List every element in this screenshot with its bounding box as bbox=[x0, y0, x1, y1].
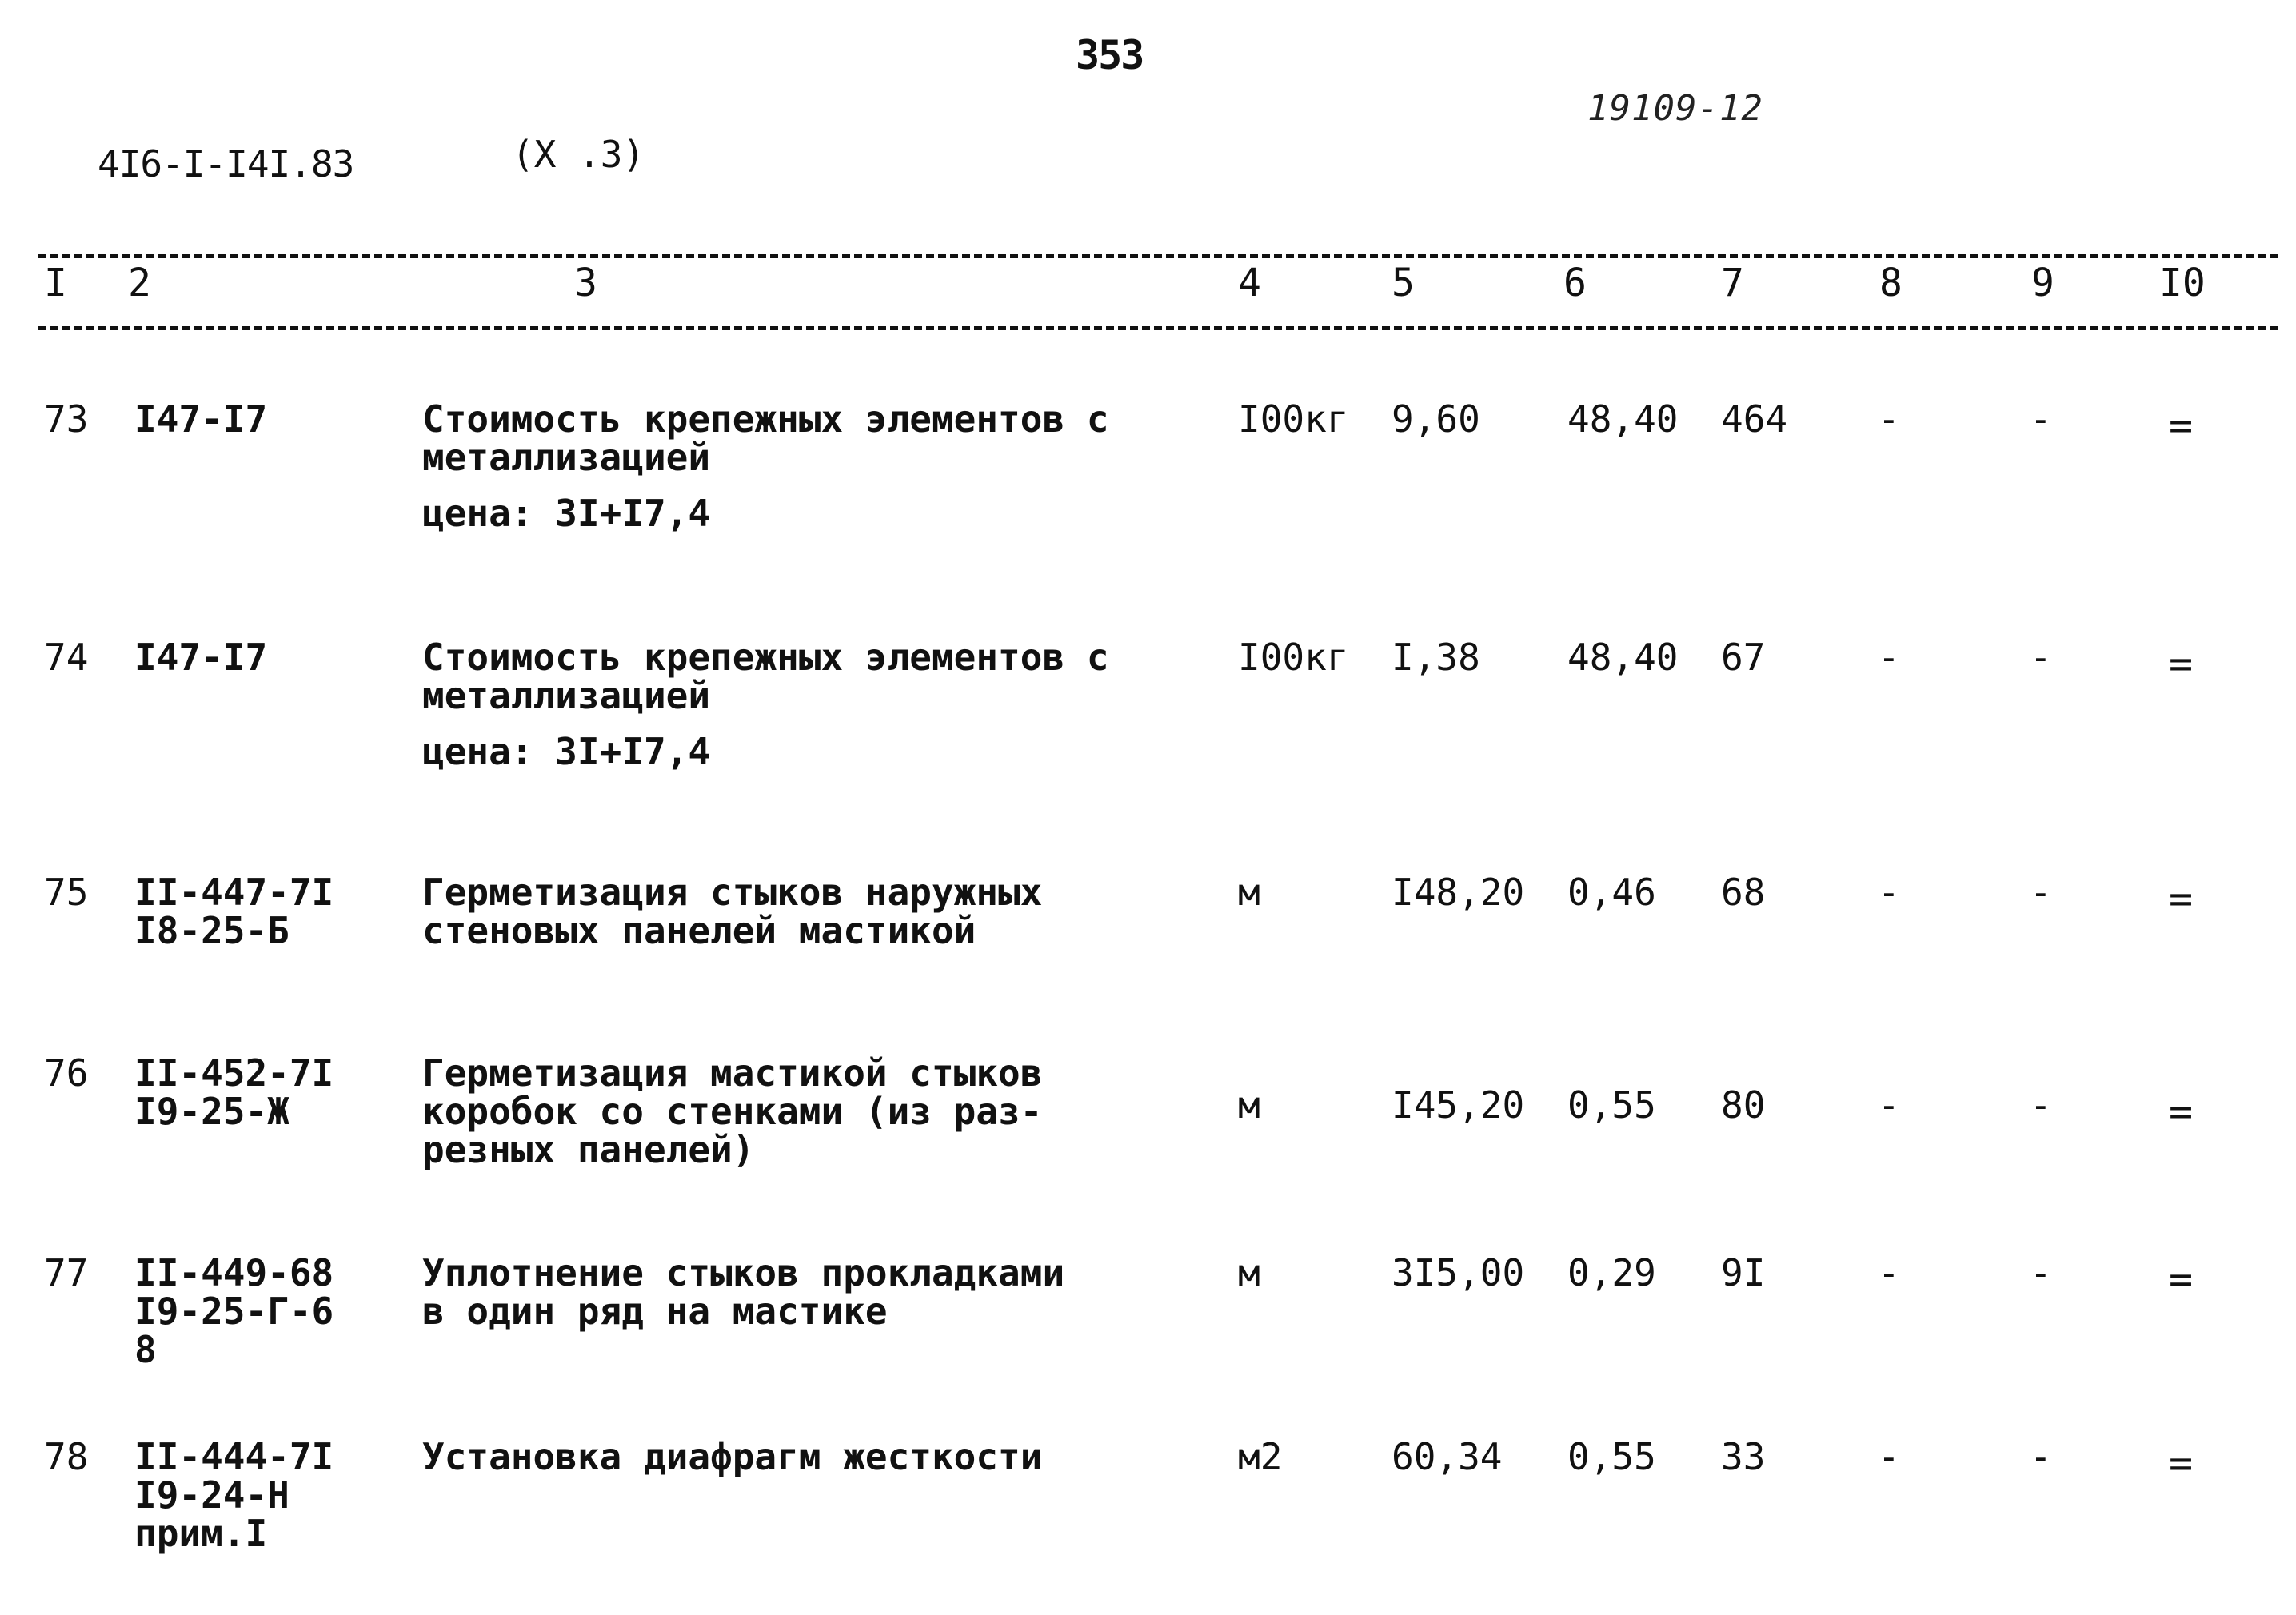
description-line: Герметизация стыков наружных bbox=[422, 871, 1043, 914]
unit-price: 48,40 bbox=[1567, 397, 1679, 441]
empty-value-col9: - bbox=[2030, 636, 2052, 679]
norm-code-line: II-452-7I bbox=[134, 1051, 334, 1095]
description-line: Уплотнение стыков прокладками bbox=[422, 1251, 1065, 1294]
quantity: I45,20 bbox=[1392, 1083, 1525, 1127]
empty-value-col8: - bbox=[1878, 1435, 1900, 1478]
norm-code-line: I8-25-Б bbox=[134, 909, 289, 952]
norm-code-line: I9-24-Н bbox=[134, 1473, 289, 1517]
norm-code-line: 8 bbox=[134, 1328, 157, 1371]
norm-code bbox=[134, 1051, 334, 1133]
work-description bbox=[422, 638, 1109, 771]
empty-value-col9: - bbox=[2030, 1435, 2052, 1478]
column-10-mark: = bbox=[2169, 1440, 2194, 1486]
document-code: 4I6-I-I4I.83 bbox=[98, 142, 354, 185]
row-number: 77 bbox=[44, 1251, 89, 1294]
row-number: 76 bbox=[44, 1051, 89, 1095]
norm-code bbox=[134, 1251, 334, 1371]
description-line: резных панелей) bbox=[422, 1128, 755, 1171]
norm-code bbox=[134, 397, 268, 441]
unit: м bbox=[1238, 871, 1260, 914]
norm-code-line: II-449-68 bbox=[134, 1251, 334, 1294]
total-cost: 68 bbox=[1721, 871, 1766, 914]
description-line: Стоимость крепежных элементов с bbox=[422, 636, 1109, 679]
column-header: 6 bbox=[1563, 261, 1587, 305]
quantity: I,38 bbox=[1392, 636, 1480, 679]
work-description bbox=[422, 1051, 1043, 1171]
header-rule-top bbox=[38, 254, 2278, 258]
row-number: 74 bbox=[44, 636, 89, 679]
unit-price: 0,46 bbox=[1567, 871, 1656, 914]
total-cost: 67 bbox=[1721, 636, 1766, 679]
row-number: 78 bbox=[44, 1435, 89, 1478]
norm-code bbox=[134, 1435, 334, 1555]
norm-code-line: I47-I7 bbox=[134, 636, 268, 679]
norm-code-line: II-444-7I bbox=[134, 1435, 334, 1478]
header-rule-bottom bbox=[38, 326, 2278, 330]
total-cost: 80 bbox=[1721, 1083, 1766, 1127]
work-description bbox=[422, 1435, 1043, 1478]
empty-value-col8: - bbox=[1878, 1083, 1900, 1127]
column-10-mark: = bbox=[2169, 875, 2194, 922]
column-header: 5 bbox=[1392, 261, 1415, 305]
column-header: 9 bbox=[2031, 261, 2054, 305]
empty-value-col9: - bbox=[2030, 1083, 2052, 1127]
empty-value-col8: - bbox=[1878, 636, 1900, 679]
description-line: Стоимость крепежных элементов с bbox=[422, 397, 1109, 441]
norm-code-line: I9-25-Ж bbox=[134, 1090, 289, 1133]
unit: м bbox=[1238, 1083, 1260, 1127]
column-10-mark: = bbox=[2169, 1256, 2194, 1302]
work-description bbox=[422, 873, 1042, 950]
empty-value-col9: - bbox=[2030, 397, 2052, 441]
description-line: Установка диафрагм жесткости bbox=[422, 1435, 1043, 1478]
norm-code-line: I9-25-Г-6 bbox=[134, 1290, 334, 1333]
empty-value-col8: - bbox=[1878, 1251, 1900, 1294]
column-10-mark: = bbox=[2169, 640, 2194, 687]
unit: I00кг bbox=[1238, 636, 1349, 679]
quantity: 60,34 bbox=[1392, 1435, 1503, 1478]
total-cost: 9I bbox=[1721, 1251, 1766, 1294]
quantity: I48,20 bbox=[1392, 871, 1525, 914]
unit: м bbox=[1238, 1251, 1260, 1294]
column-header: I0 bbox=[2159, 261, 2206, 305]
column-header: 7 bbox=[1721, 261, 1744, 305]
price-note: цена: 3I+I7,4 bbox=[422, 730, 711, 773]
page-number: 353 bbox=[1076, 32, 1144, 78]
norm-code-line: прим.I bbox=[134, 1512, 268, 1555]
quantity: 9,60 bbox=[1392, 397, 1480, 441]
column-header: 8 bbox=[1879, 261, 1903, 305]
column-10-mark: = bbox=[2169, 1088, 2194, 1134]
norm-code-line: II-447-7I bbox=[134, 871, 334, 914]
unit-price: 0,55 bbox=[1567, 1435, 1656, 1478]
column-header: 3 bbox=[574, 261, 597, 305]
column-header: 4 bbox=[1238, 261, 1261, 305]
description-line: Герметизация мастикой стыков bbox=[422, 1051, 1043, 1095]
unit-price: 0,29 bbox=[1567, 1251, 1656, 1294]
column-10-mark: = bbox=[2169, 402, 2194, 449]
quantity: 3I5,00 bbox=[1392, 1251, 1525, 1294]
handwritten-number: 19109-12 bbox=[1587, 88, 1763, 129]
norm-code bbox=[134, 873, 333, 950]
row-number: 75 bbox=[44, 871, 89, 914]
total-cost: 33 bbox=[1721, 1435, 1766, 1478]
empty-value-col8: - bbox=[1878, 397, 1900, 441]
unit: I00кг bbox=[1238, 397, 1349, 441]
work-description bbox=[422, 397, 1109, 535]
column-header: I bbox=[44, 261, 67, 305]
description-line: стеновых панелей мастикой bbox=[422, 909, 976, 952]
description-line: в один ряд на мастике bbox=[422, 1290, 888, 1333]
norm-code bbox=[134, 636, 268, 679]
description-line: металлизацией bbox=[422, 436, 711, 479]
norm-code-line: I47-I7 bbox=[134, 397, 268, 441]
empty-value-col9: - bbox=[2030, 1251, 2052, 1294]
price-note: цена: 3I+I7,4 bbox=[422, 492, 711, 535]
empty-value-col8: - bbox=[1878, 871, 1900, 914]
unit: м2 bbox=[1238, 1435, 1283, 1478]
work-description bbox=[422, 1251, 1065, 1333]
unit-price: 0,55 bbox=[1567, 1083, 1656, 1127]
description-line: металлизацией bbox=[422, 674, 711, 717]
total-cost: 464 bbox=[1721, 397, 1788, 441]
row-number: 73 bbox=[44, 397, 89, 441]
sheet-mark: (X .3) bbox=[512, 133, 645, 176]
unit-price: 48,40 bbox=[1567, 636, 1679, 679]
column-header: 2 bbox=[128, 261, 151, 305]
empty-value-col9: - bbox=[2030, 871, 2052, 914]
description-line: коробок со стенками (из раз- bbox=[422, 1090, 1043, 1133]
